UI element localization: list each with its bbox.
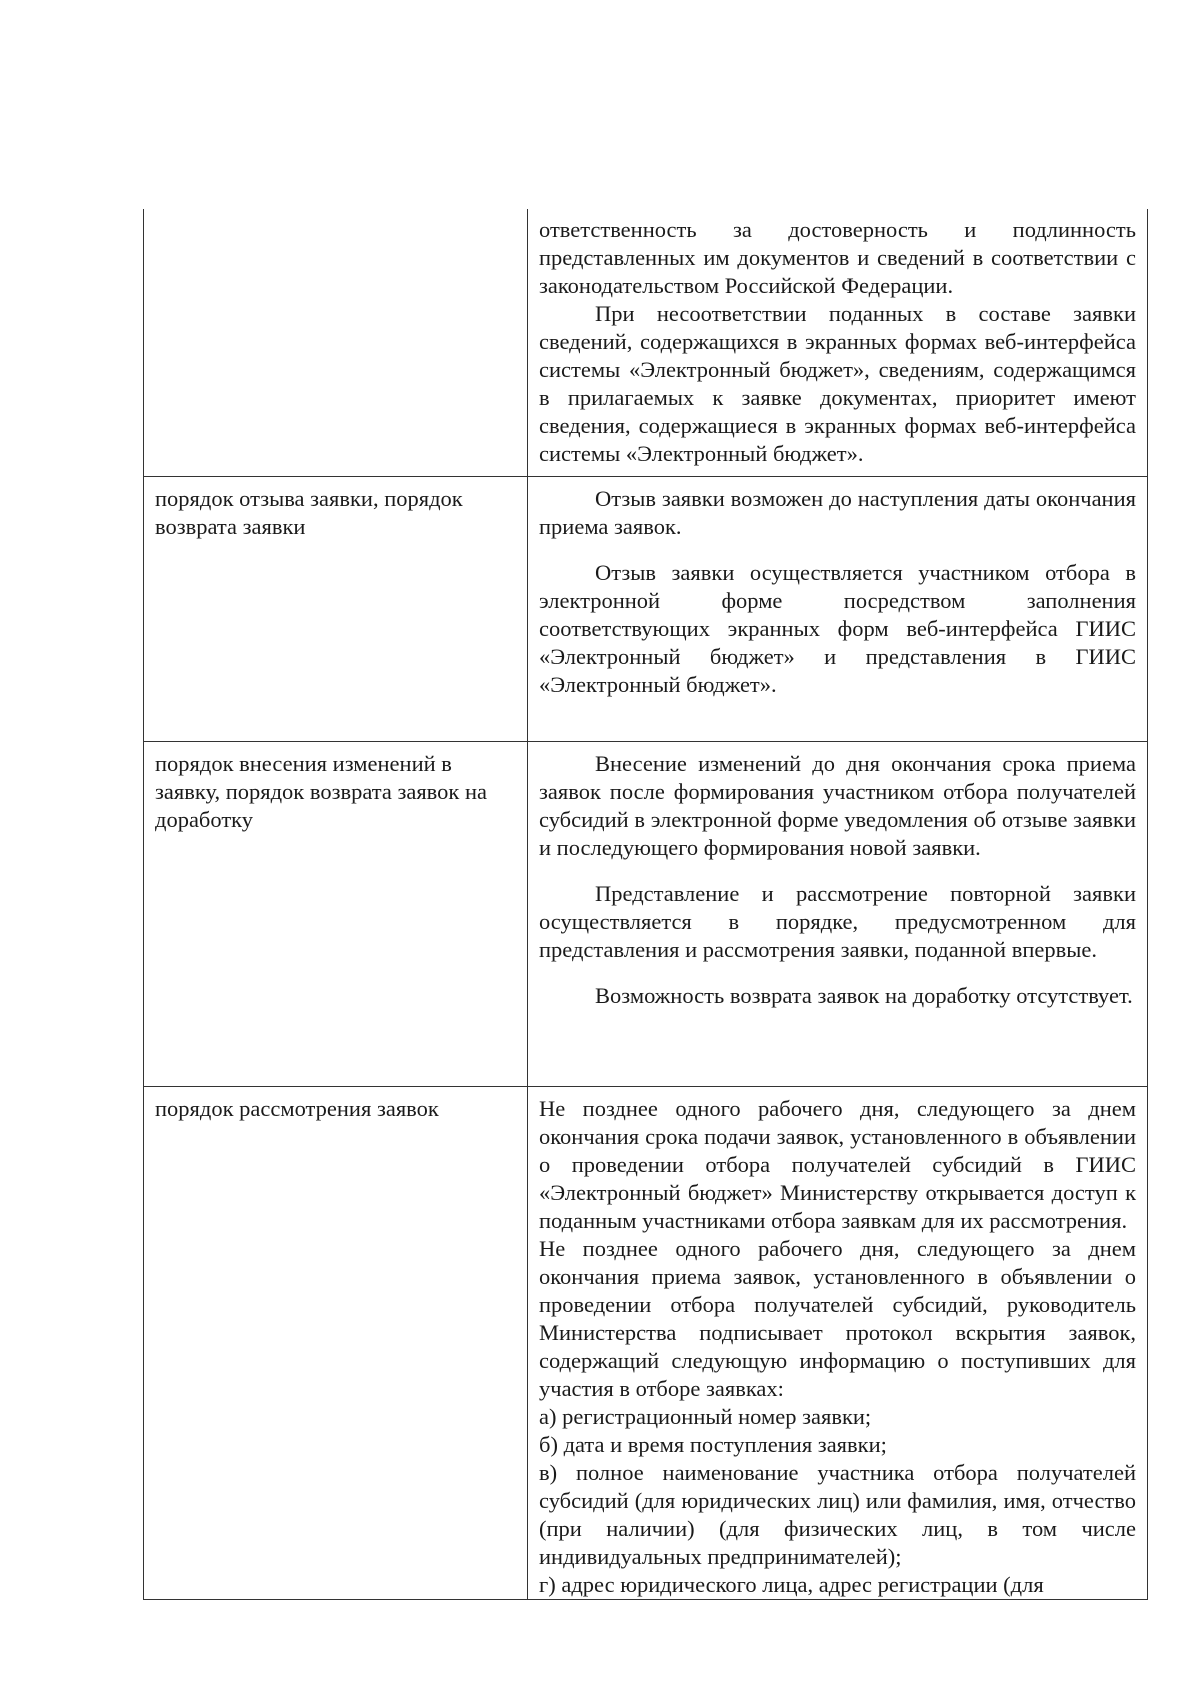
paragraph: При несоответствии поданных в составе заявки сведений, содержащихся в экранных формах веб-интерфейса системы «Электронный бюджет», сведениям, содержащимся в прилагаемых к заявке документах, приоритет имеют сведения, содержащиеся в экранных формах веб-интерфейса системы «Электронный бюджет». <box>539 301 1136 466</box>
list-item: г) адрес юридического лица, адрес регистрации (для <box>539 1572 1044 1597</box>
list-item: а) регистрационный номер заявки; <box>539 1404 872 1429</box>
list-item: б) дата и время поступления заявки; <box>539 1432 887 1457</box>
paragraph: Возможность возврата заявок на доработку отсутствует. <box>595 983 1133 1008</box>
row-label-cell: порядок внесения изменений в заявку, порядок возврата заявок на доработку <box>144 742 528 1087</box>
paragraph: Не позднее одного рабочего дня, следующего за днем окончания приема заявок, установленного в объявлении о проведении отбора получателей субсидий, руководитель Министерства подписывает протокол вскрытия заявок, содержащий следующую информацию о поступивших для участия в отборе заявках: <box>539 1236 1136 1401</box>
paragraph: Отзыв заявки осуществляется участником отбора в электронной форме посредством заполнения соответствующих экранных форм веб-интерфейса ГИИС «Электронный бюджет» и представления в ГИИС «Электронный бюджет». <box>539 560 1136 697</box>
row-content-cell <box>528 477 1148 742</box>
paragraph: Не позднее одного рабочего дня, следующего за днем окончания срока подачи заявок, установленного в объявлении о проведении отбора получателей субсидий в ГИИС «Электронный бюджет» Министерству открывается доступ к поданным участниками отбора заявкам для их рассмотрения. <box>539 1096 1136 1233</box>
table-row <box>144 1087 1148 1600</box>
row-label-cell: порядок рассмотрения заявок <box>144 1087 528 1600</box>
list-item: в) полное наименование участника отбора получателей субсидий (для юридических лиц) или фамилия, имя, отчество (при наличии) (для физических лиц, в том числе индивидуальных предпринимателей); <box>539 1460 1136 1569</box>
paragraph: Отзыв заявки возможен до наступления даты окончания приема заявок. <box>539 486 1136 539</box>
row-label-cell <box>144 209 528 477</box>
row-content-cell <box>528 742 1148 1087</box>
paragraph: ответственность за достоверность и подлинность представленных им документов и сведений в соответствии с законодательством Российской Федерации. <box>539 217 1136 298</box>
row-content-cell <box>528 209 1148 477</box>
row-label-cell: порядок отзыва заявки, порядок возврата заявки <box>144 477 528 742</box>
document-table <box>143 209 1148 1600</box>
paragraph: Внесение изменений до дня окончания срока приема заявок после формирования участником отбора получателей субсидий в электронной форме уведомления об отзыве заявки и последующего формирования новой заявки. <box>539 751 1136 860</box>
paragraph: Представление и рассмотрение повторной заявки осуществляется в порядке, предусмотренном для представления и рассмотрения заявки, поданной впервые. <box>539 881 1136 962</box>
table-row <box>144 209 1148 477</box>
table-row <box>144 742 1148 1087</box>
table-row <box>144 477 1148 742</box>
row-content-cell <box>528 1087 1148 1600</box>
